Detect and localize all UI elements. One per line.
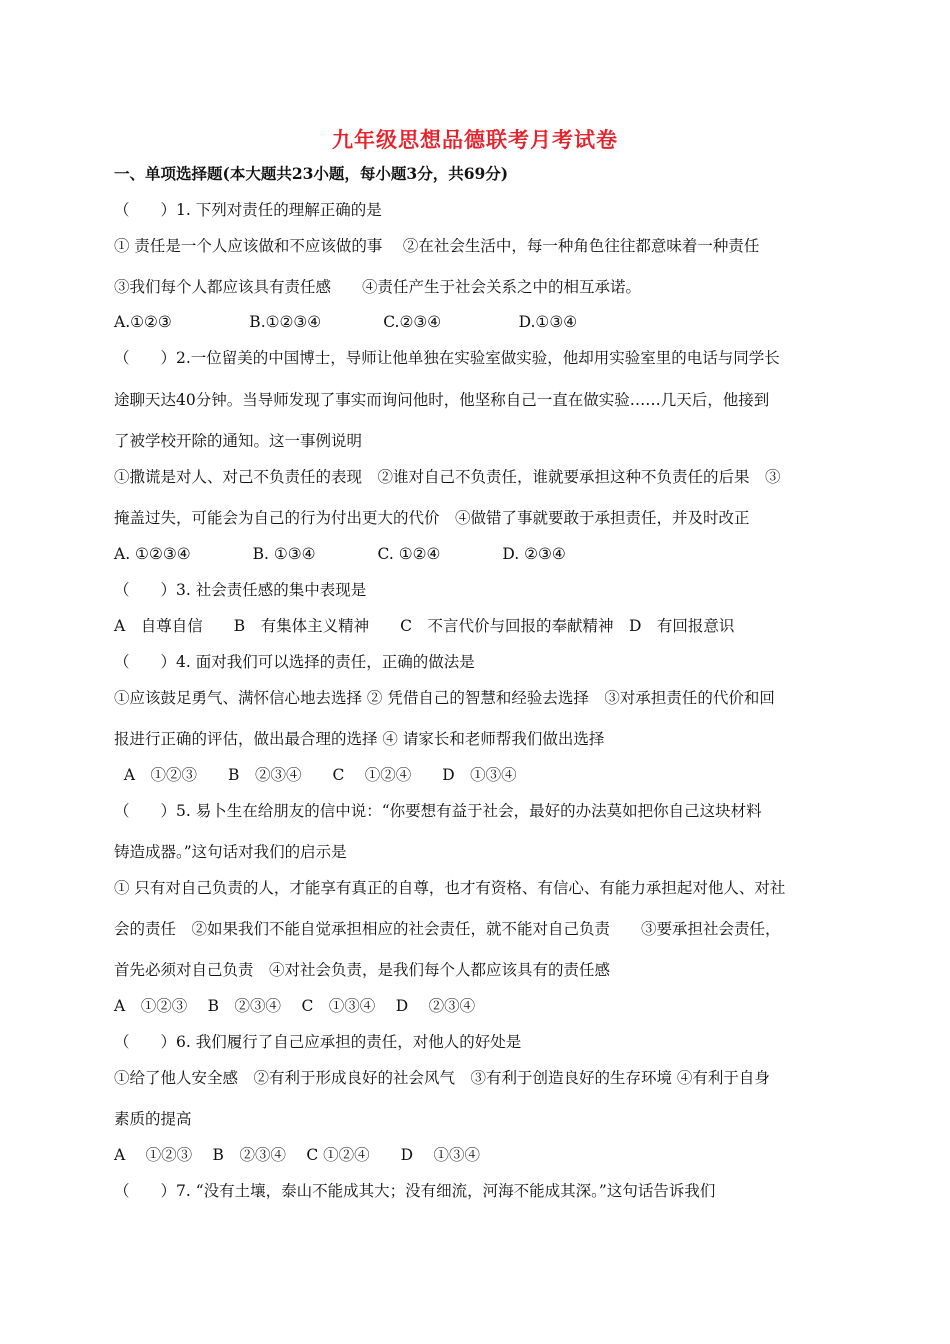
text-line: 报进行正确的评估，做出最合理的选择 ④ 请家长和老师帮我们做出选择: [114, 730, 605, 748]
text-line: ① 责任是一个人应该做和不应该做的事 ②在社会生活中，每一种角色往往都意味着一种责任: [114, 237, 760, 255]
page-title: 九年级思想品德联考月考试卷: [332, 127, 618, 152]
text-line: （ ）1. 下列对责任的理解正确的是: [114, 201, 382, 219]
text-line: 素质的提高: [114, 1110, 192, 1128]
text-line: 途聊天达40分钟。当导师发现了事实而询问他时，他坚称自己一直在做实验……几天后，他接到: [114, 391, 770, 409]
text-line: 会的责任 ②如果我们不能自觉承担相应的社会责任，就不能对自己负责 ③要承担社会责任，: [114, 920, 781, 938]
text-line: 了被学校开除的通知。这一事例说明: [114, 432, 363, 450]
text-line: A ①②③ B ②③④ C ①③④ D ②③④: [114, 997, 476, 1015]
text-line: A ①②③ B ②③④ C ①②④ D ①③④: [114, 766, 517, 784]
text-line: A. ①②③④ B. ①③④ C. ①②④ D. ②③④: [114, 545, 566, 563]
text-line: ①应该鼓足勇气、满怀信心地去选择 ② 凭借自己的智慧和经验去选择 ③对承担责任的代价和回: [114, 689, 775, 707]
text-line: ③我们每个人都应该具有责任感 ④责任产生于社会关系之中的相互承诺。: [114, 278, 642, 296]
section-heading: 一、单项选择题(本大题共23小题，每小题3分，共69分): [114, 164, 509, 183]
text-line: （ ）4. 面对我们可以选择的责任，正确的做法是: [114, 653, 475, 671]
text-line: ①给了他人安全感 ②有利于形成良好的社会风气 ③有利于创造良好的生存环境 ④有利于自身: [114, 1069, 770, 1087]
text-line: （ ）7. “没有土壤，泰山不能成其大；没有细流，河海不能成其深。”这句话告诉我们: [114, 1182, 716, 1200]
text-line: ①撒谎是对人、对己不负责任的表现 ②谁对自己不负责任，谁就要承担这种不负责任的后果 ③: [114, 468, 781, 486]
text-line: （ ）3. 社会责任感的集中表现是: [114, 581, 367, 599]
text-line: 首先必须对自己负责 ④对社会负责，是我们每个人都应该具有的责任感: [114, 961, 611, 979]
text-line: A.①②③ B.①②③④ C.②③④ D.①③④: [114, 313, 578, 331]
text-line: （ ）2.一位留美的中国博士，导师让他单独在实验室做实验，他却用实验室里的电话与同学长: [114, 349, 780, 367]
text-line: 铸造成器。”这句话对我们的启示是: [114, 843, 347, 861]
text-line: ① 只有对自己负责的人，才能享有真正的自尊，也才有资格、有信心、有能力承担起对他人、对社: [114, 879, 786, 897]
text-line: A 自尊自信 B 有集体主义精神 C 不言代价与回报的奉献精神 D 有回报意识: [114, 617, 735, 635]
text-line: （ ）5. 易卜生在给朋友的信中说：“你要想有益于社会，最好的办法莫如把你自己这块材料: [114, 802, 762, 820]
text-line: A ①②③ B ②③④ C ①②④ D ①③④: [114, 1146, 481, 1164]
text-line: （ ）6. 我们履行了自己应承担的责任，对他人的好处是: [114, 1033, 522, 1051]
text-line: 掩盖过失，可能会为自己的行为付出更大的代价 ④做错了事就要敢于承担责任，并及时改正: [114, 509, 750, 527]
